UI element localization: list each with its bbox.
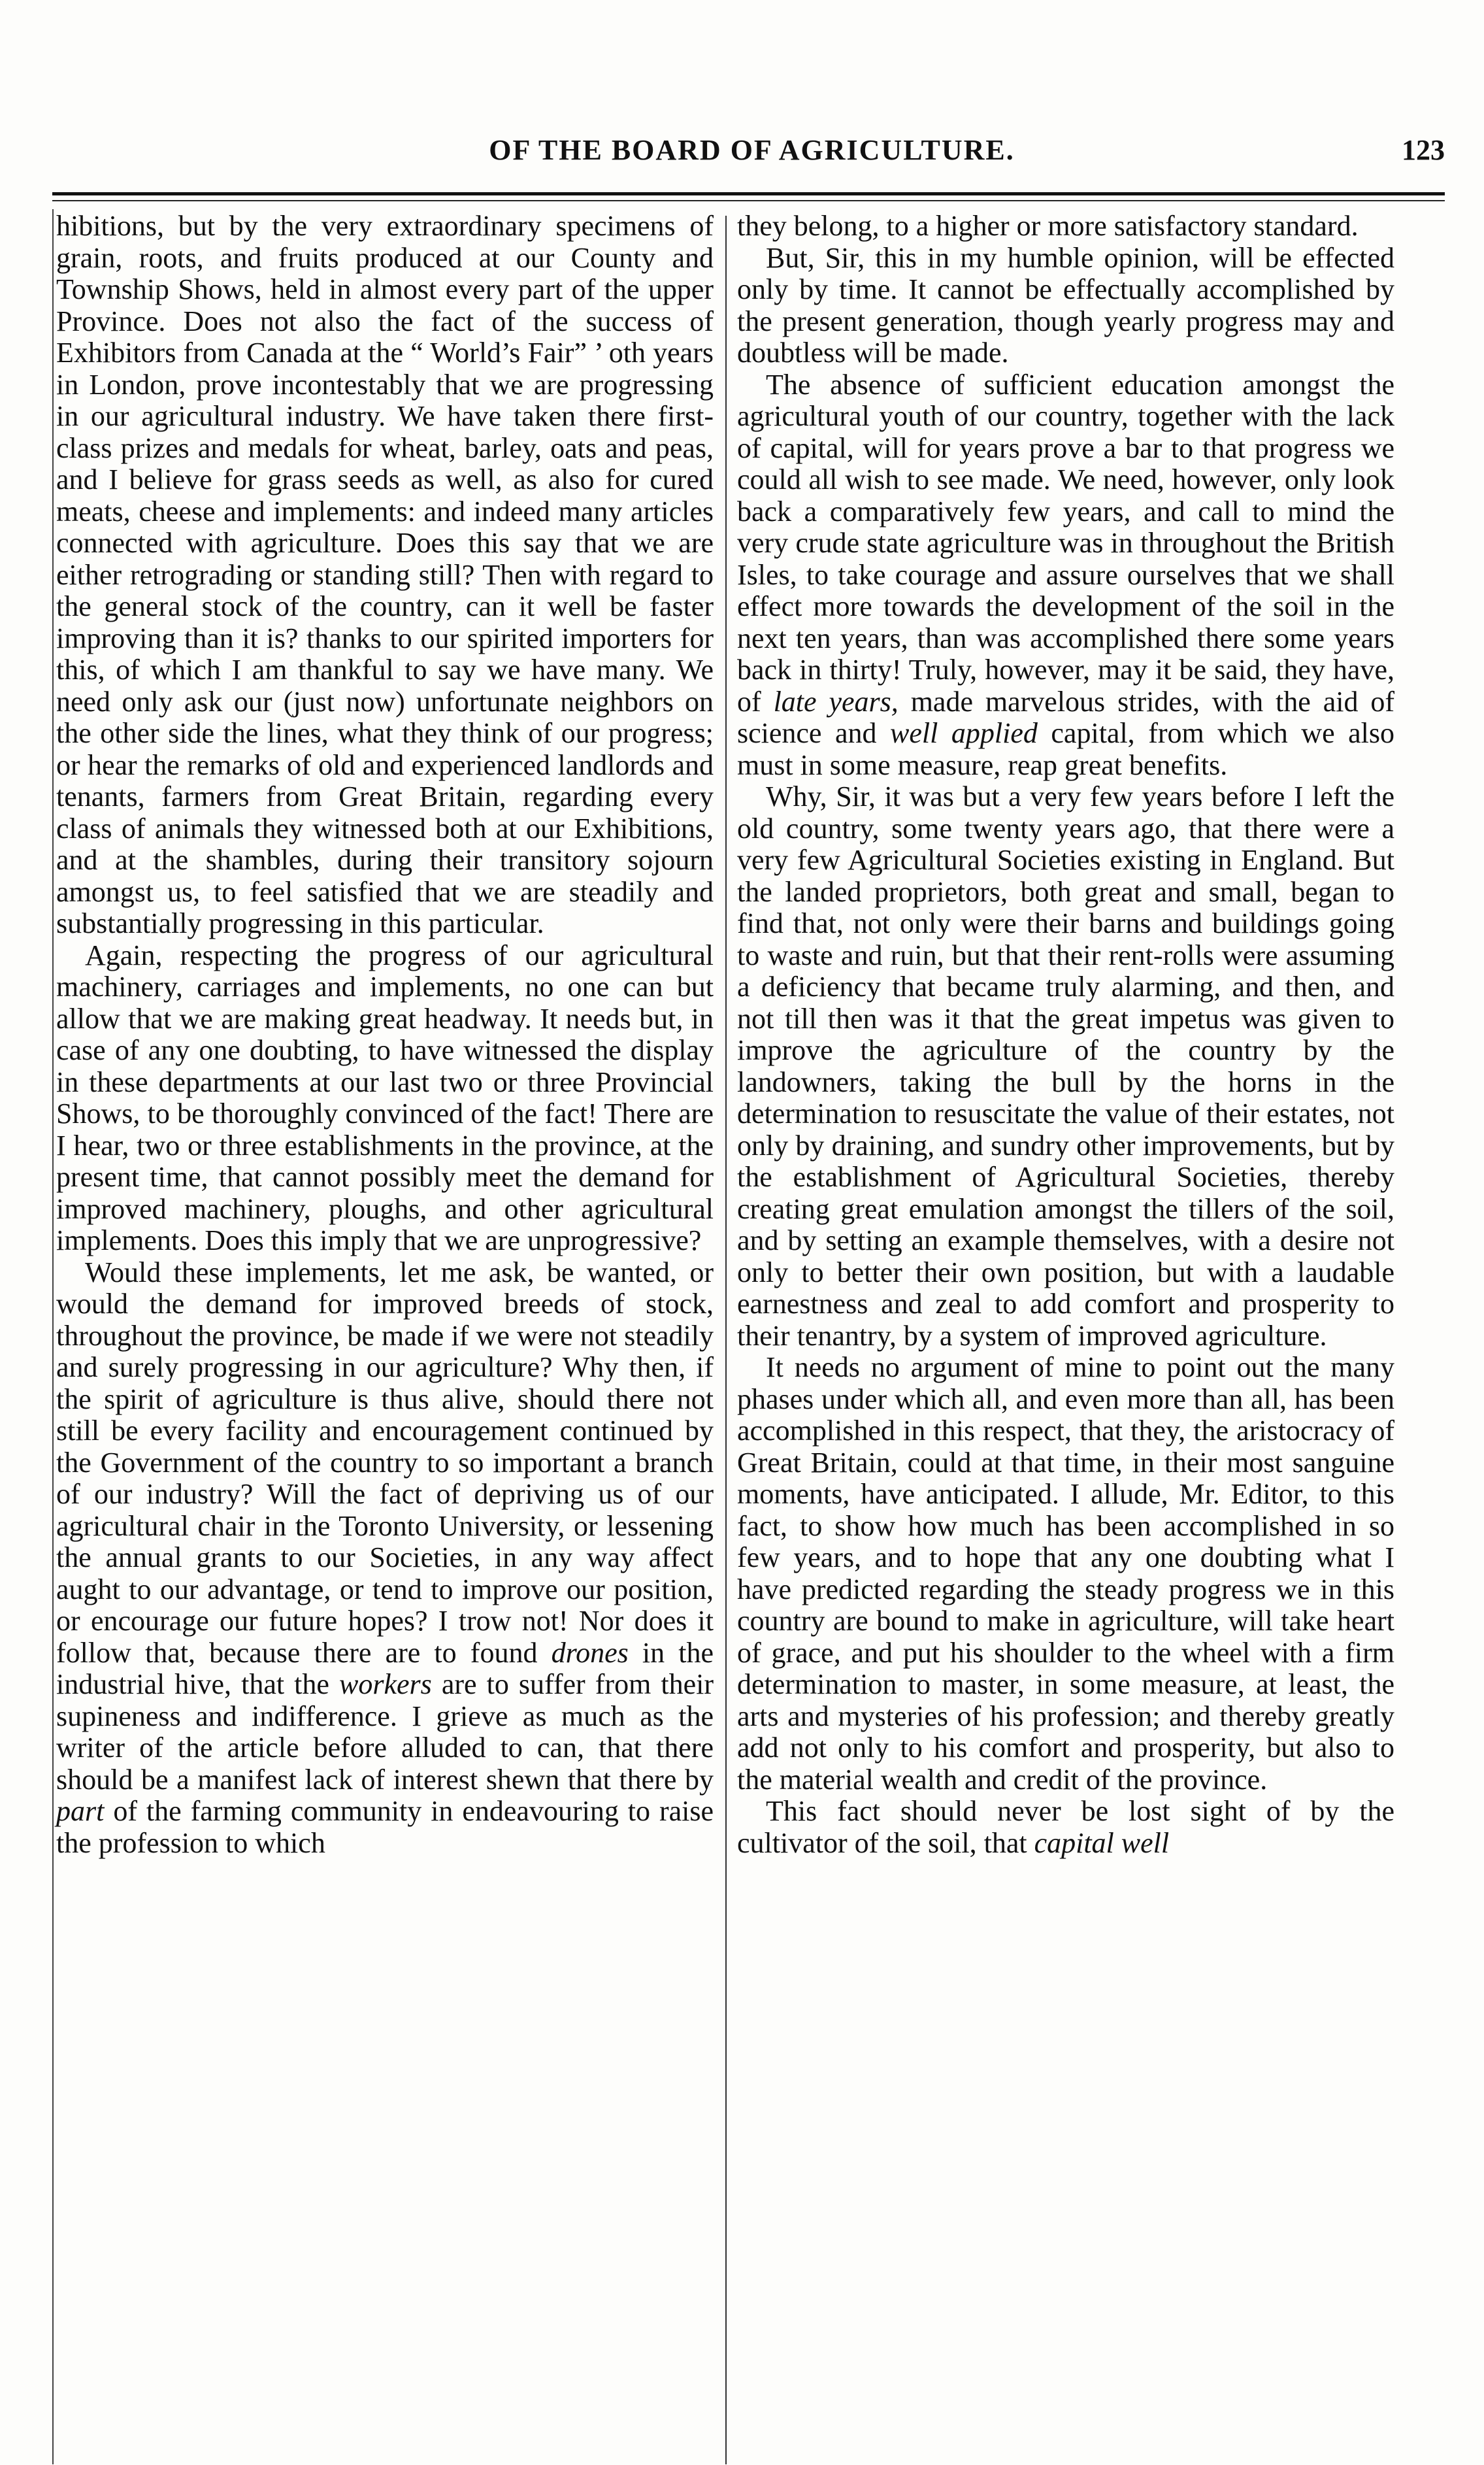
text-run: are to suffer from their supineness and indifference. I grieve as much as the writer of the article before alluded to can, that there should be a manifest lack of interest shewn that there by <box>56 1668 714 1796</box>
left-column <box>56 210 714 1859</box>
header-rule <box>52 192 1445 195</box>
paragraph: It needs no argument of mine to point out the many phases under which all, and even more than all, has been accomplished in this respect, that they, the aristocracy of Great Britain, could at that time, in their most sanguine moments, have anticipated. I allude, Mr. Editor, to this fact, to show how much has been accomplished in so few years, and to hope that any one doubting what I have predicted regarding the steady progress we in this country are bound to make in agriculture, will take heart of grace, and put his shoulder to the wheel with a firm determination to master, in some measure, at least, the arts and mysteries of his profession; and thereby greatly add not only to his comfort and prosperity, but also to the material wealth and credit of the province. <box>737 1351 1394 1796</box>
italic-text: well applied <box>890 717 1038 749</box>
italic-text: workers <box>338 1668 432 1700</box>
text-run: in the industrial hive, that the <box>56 1636 714 1700</box>
running-title: OF THE BOARD OF AGRICULTURE. <box>489 134 1015 166</box>
italic-text: drones <box>551 1636 629 1669</box>
italic-text: part <box>56 1795 105 1827</box>
column-divider <box>725 216 727 2464</box>
paragraph: they belong, to a higher or more satisfactory standard. <box>737 210 1359 242</box>
paragraph <box>737 1796 1394 1859</box>
text-run: Would these implements, let me ask, be wanted, or would the demand for improved breeds of stock, throughout the province, be made if we were not steadily and surely progressing in our agriculture? Why then, if the spirit of agriculture is thus alive, should there not still be every facility and encouragement continued by the Government of the country to so important a branch of our industry? Will the fact of depriving us of our agricultural chair in the Toronto University, or lessening the annual grants to our Societies, in any way affect aught to our advantage, or tend to improve our position, or encourage our future hopes? I trow not! Nor does it follow that, because there are to found <box>56 1256 714 1669</box>
paragraph: hibitions, but by the very extraordinary specimens of grain, roots, and fruits produced at our County and Township Shows, held in almost every part of the upper Province. Does not also the fact of the success of Exhibitors from Canada at the “ World’s Fair” ’ oth years in London, prove incontestably that we are progressing in our agricultural industry. We have taken there first-class prizes and medals for wheat, barley, oats and peas, and I believe for grass seeds as well, as also for cured meats, cheese and implements: and indeed many articles connected with agriculture. Does this say that we are either retrograding or standing still? Then with regard to the general stock of the country, can it well be faster improving than it is? thanks to our spirited importers for this, of which I am thankful to say we have many. We need only ask our (just now) unfortunate neighbors on the other side the lines, what they think of our progress; or hear the remarks of old and experienced landlords and tenants, farmers from Great Britain, regarding every class of animals they witnessed both at our Exhibitions, and at the shambles, during their transitory sojourn amongst us, to feel satisfied that we are steadily and substantially progressing in this particular. <box>56 210 714 939</box>
italic-text: late years, <box>773 685 899 718</box>
paragraph: Why, Sir, it was but a very few years before I left the old country, some twenty years ago, that there were a very few Agricultural Societies existing in England. But the landed proprietors, both great and small, began to find that, not only were their barns and buildings going to waste and ruin, but that their rent-rolls were assuming a deficiency that became truly alarming, and then, and not till then was it that the great impetus was given to improve the agriculture of the country by the landowners, taking the bull by the horns in the determination to resuscitate the value of their estates, not only by draining, and sundry other improvements, but by the establishment of Agricultural Societies, thereby creating great emulation amongst the tillers of the soil, and by setting an example themselves, with a desire not only to better their own position, but with a laudable earnestness and zeal to add comfort and prosperity to their tenantry, by a system of improved agriculture. <box>737 780 1394 1352</box>
page-number: 123 <box>1402 134 1445 166</box>
text-run: The absence of sufficient education amongst the agricultural youth of our country, together with the lack of capital, will for years prove a bar to that progress we could all wish to see made. We need, however, only look back a comparatively few years, and call to mind the very crude state agriculture was in throughout the British Isles, to take courage and assure ourselves that we shall effect more towards the development of the soil in the next ten years, than was accomplished there some years back in thirty! Truly, however, may it be said, they have, of <box>737 368 1394 718</box>
paragraph <box>737 369 1394 782</box>
header-rule-thin <box>52 200 1445 201</box>
text-run: of the farming community in endeavouring to raise the profession to which <box>56 1795 714 1859</box>
paragraph: But, Sir, this in my humble opinion, will be effected only by time. It cannot be effectually accomplished by the present generation, though yearly progress may and doubtless will be made. <box>737 241 1394 369</box>
italic-text: capital well <box>1034 1826 1170 1859</box>
running-head <box>59 131 1445 183</box>
paragraph <box>56 1257 714 1860</box>
left-margin-edge <box>52 209 54 2464</box>
text-run: made marvelous strides, with the aid of science and <box>737 685 1395 749</box>
text-run: This fact should never be lost sight of by the cultivator of the soil, that <box>737 1795 1394 1859</box>
paragraph: Again, respecting the progress of our agricultural machinery, carriages and implements, no one can but allow that we are making great headway. It needs but, in case of any one doubting, to have witnessed the display in these departments at our last two or three Provincial Shows, to be thoroughly convinced of the fact! There are I hear, two or three establishments in the province, at the present time, that cannot possibly meet the demand for improved machinery, ploughs, and other agricultural implements. Does this imply that we are unprogressive? <box>56 939 714 1256</box>
right-column <box>737 210 1394 1859</box>
text-run: capital, from which we also must in some measure, reap great benefits. <box>737 717 1394 781</box>
